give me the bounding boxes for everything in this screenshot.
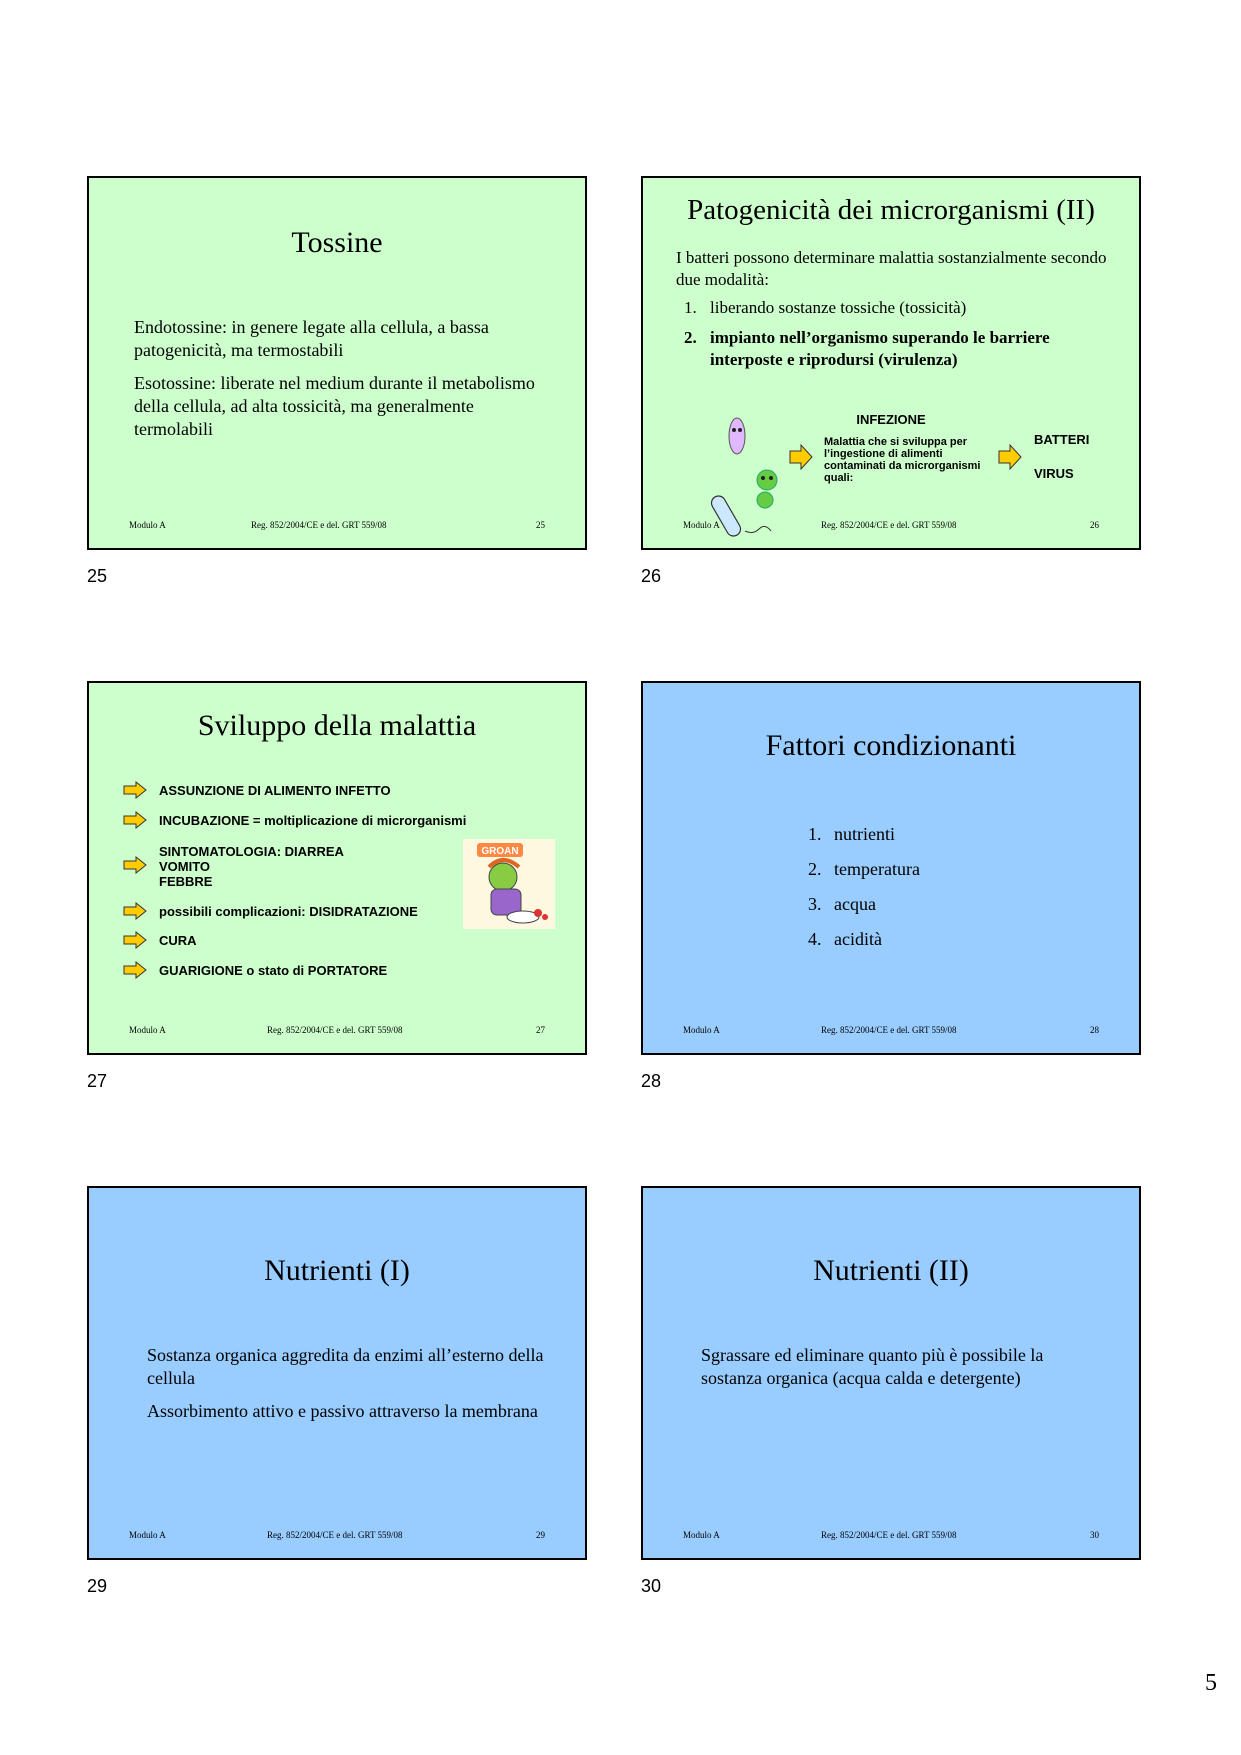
factor-list: [808, 823, 920, 951]
arrow-right-icon: [123, 811, 147, 829]
slide-number-label: 25: [87, 566, 108, 586]
slide-25: [87, 176, 587, 550]
slide-27: [87, 681, 587, 1055]
slide-body: [134, 316, 544, 451]
footer-mid: Reg. 852/2004/CE e del. GRT 559/08: [267, 1025, 403, 1035]
footer-left: Modulo A: [683, 1025, 720, 1035]
step-item: INCUBAZIONE = moltiplicazione di microrganismi: [159, 813, 467, 828]
footer-left: Modulo A: [129, 1530, 166, 1540]
footer-left: Modulo A: [683, 520, 720, 530]
slide-footer: [89, 1530, 585, 1542]
list-item: 1. liberando sostanze tossiche (tossicità): [684, 298, 967, 317]
arrow-right-icon: [998, 444, 1022, 462]
slide-body: [676, 247, 1116, 371]
step-item: SINTOMATOLOGIA: DIARREA VOMITO FEBBRE: [159, 844, 344, 889]
paragraph: Endotossine: in genere legate alla cellula, a bassa patogenicità, ma termostabili: [134, 317, 489, 360]
step-item: ASSUNZIONE DI ALIMENTO INFETTO: [159, 783, 391, 798]
arrow-right-icon: [123, 856, 147, 874]
slide-number-label: 26: [641, 566, 662, 586]
mode-list: [676, 297, 1116, 371]
slide-26: [641, 176, 1141, 550]
paragraph: Sostanza organica aggredita da enzimi all’esterno della cellula: [147, 1345, 544, 1388]
slide-footer: [89, 520, 585, 532]
slide-title: Nutrienti (II): [813, 1254, 969, 1287]
footer-page: 26: [1090, 520, 1099, 530]
footer-mid: Reg. 852/2004/CE e del. GRT 559/08: [821, 520, 957, 530]
footer-mid: Reg. 852/2004/CE e del. GRT 559/08: [821, 1025, 957, 1035]
infezione-title: INFEZIONE: [856, 412, 926, 427]
paragraph: Esotossine: liberate nel medium durante il metabolismo della cellula, ad alta tossicità, ma generalmente termolabili: [134, 373, 535, 439]
slide-footer: [643, 520, 1139, 532]
footer-left: Modulo A: [129, 1025, 166, 1035]
step-item: CURA: [159, 933, 197, 948]
list-item: 2. temperatura: [808, 859, 920, 879]
arrow-right-icon: [123, 961, 147, 979]
intro: I batteri possono determinare malattia sostanzialmente secondo due modalità:: [676, 248, 1107, 289]
slide-footer: [643, 1025, 1139, 1037]
page-number: 5: [1205, 1670, 1217, 1696]
slide-title: Fattori condizionanti: [765, 729, 1017, 762]
step-item: possibili complicazioni: DISIDRATAZIONE: [159, 904, 418, 919]
agent-batteri: BATTERI: [1034, 432, 1090, 447]
agent-virus: VIRUS: [1034, 466, 1074, 481]
arrow-right-icon: [123, 931, 147, 949]
slide-body: [701, 1344, 1101, 1400]
slide-footer: [643, 1530, 1139, 1542]
footer-page: 25: [536, 520, 545, 530]
list-item: 4. acidità: [808, 929, 882, 949]
list-item: 1. nutrienti: [808, 824, 895, 844]
footer-mid: Reg. 852/2004/CE e del. GRT 559/08: [251, 520, 387, 530]
sick-cartoon-image: [463, 839, 555, 929]
slide-title: Tossine: [291, 226, 383, 259]
paragraph: Sgrassare ed eliminare quanto più è possibile la sostanza organica (acqua calda e detergente): [701, 1345, 1044, 1388]
step-item: GUARIGIONE o stato di PORTATORE: [159, 963, 388, 978]
arrow-right-icon: [789, 444, 813, 462]
footer-left: Modulo A: [683, 1530, 720, 1540]
infezione-text: Malattia che si sviluppa per l’ingestione di alimenti contaminati da microrganismi quali:: [824, 436, 981, 484]
slide-title: Sviluppo della malattia: [197, 709, 477, 742]
footer-page: 28: [1090, 1025, 1099, 1035]
slide-29: [87, 1186, 587, 1560]
slide-body: [147, 1344, 547, 1433]
slide-28: [641, 681, 1141, 1055]
footer-page: 27: [536, 1025, 545, 1035]
slide-title: Patogenicità dei microrganismi (II): [687, 194, 1095, 226]
footer-page: 30: [1090, 1530, 1099, 1540]
footer-mid: Reg. 852/2004/CE e del. GRT 559/08: [267, 1530, 403, 1540]
slide-number-label: 27: [87, 1071, 108, 1091]
slide-title: Nutrienti (I): [264, 1254, 410, 1287]
slide-number-label: 28: [641, 1071, 662, 1091]
slide-number-label: 29: [87, 1576, 108, 1596]
footer-page: 29: [536, 1530, 545, 1540]
list-item: 2. impianto nell’organismo superando le barriere interposte e riprodursi (virulenza): [684, 328, 1050, 369]
slide-30: [641, 1186, 1141, 1560]
arrow-right-icon: [123, 781, 147, 799]
footer-mid: Reg. 852/2004/CE e del. GRT 559/08: [821, 1530, 957, 1540]
slide-number-label: 30: [641, 1576, 662, 1596]
arrow-right-icon: [123, 902, 147, 920]
footer-left: Modulo A: [129, 520, 166, 530]
svg-text:GROAN: GROAN: [481, 846, 519, 857]
paragraph: Assorbimento attivo e passivo attraverso la membrana: [147, 1401, 538, 1421]
slide-footer: [89, 1025, 585, 1037]
list-item: 3. acqua: [808, 894, 876, 914]
